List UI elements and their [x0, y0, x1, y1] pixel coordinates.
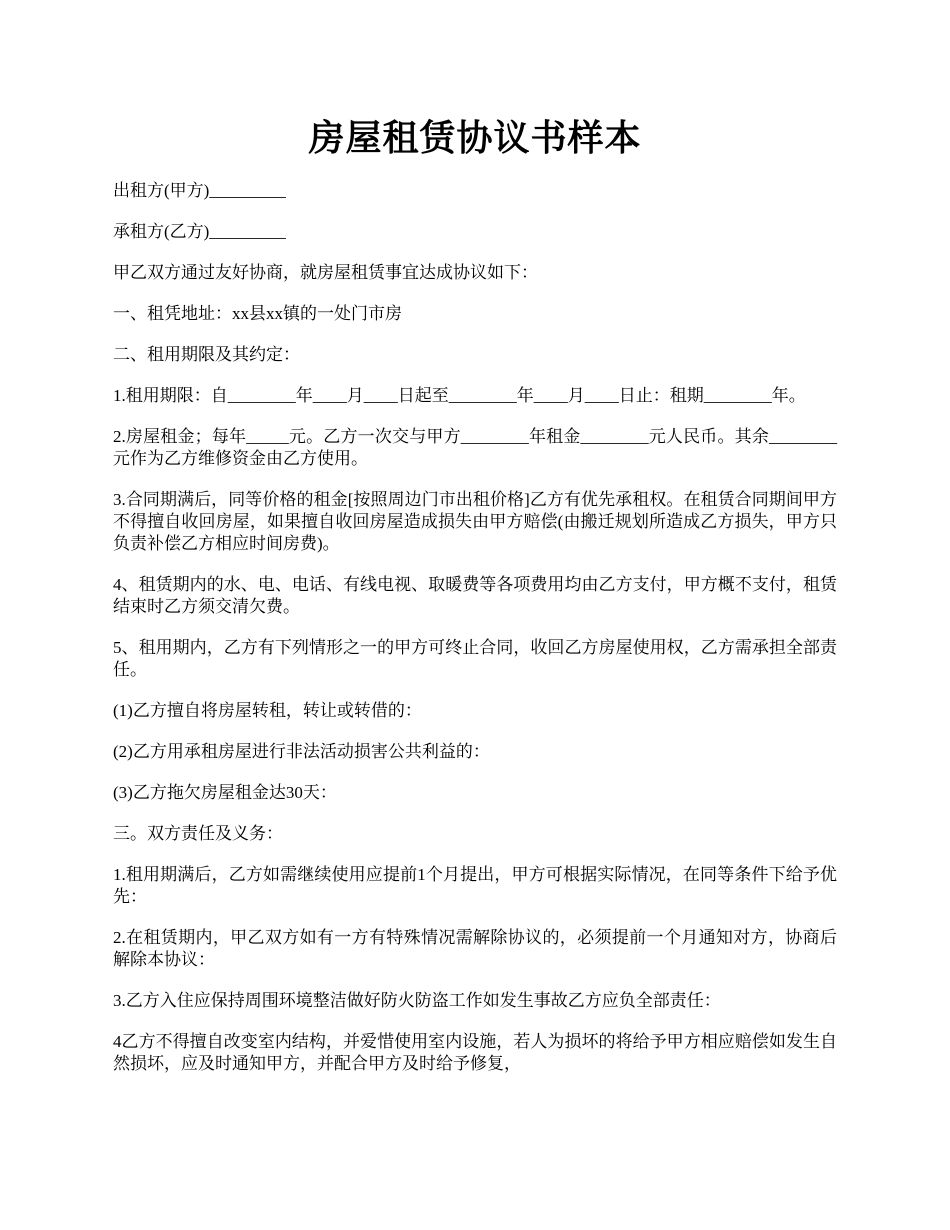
obligation-3: 3.乙方入住应保持周围环境整洁做好防火防盗工作如发生事故乙方应负全部责任：	[113, 991, 721, 1010]
clause-utilities: 4、租赁期内的水、电、电话、有线电视、取暖费等各项费用均由乙方支付，甲方概不支付，租赁结束时乙方须交清欠费。	[113, 575, 837, 616]
clause-term: 1.租用期限：自________年____月____日起至________年____月____日止：租期________年。	[113, 386, 806, 405]
obligation-1: 1.租用期满后，乙方如需继续使用应提前1个月提出，甲方可根据实际情况，在同等条件下给予优先：	[113, 865, 837, 906]
lessee-line: 承租方(乙方)_________	[113, 222, 286, 241]
clause-renewal: 3.合同期满后，同等价格的租金[按照周边门市出租价格]乙方有优先承租权。在租赁合同期间甲方不得擅自收回房屋，如果擅自收回房屋造成损失由甲方赔偿(由搬迁规划所造成乙方损失，甲方只负责补偿乙方相应时间房费)。	[113, 490, 837, 553]
section-term-heading: 二、租用期限及其约定：	[113, 345, 300, 364]
section-address: 一、租凭地址：xx县xx镇的一处门市房	[113, 304, 402, 323]
termination-item-1: (1)乙方擅自将房屋转租，转让或转借的：	[113, 701, 422, 720]
document-title: 房屋租赁协议书样本	[308, 118, 642, 158]
termination-item-2: (2)乙方用承租房屋进行非法活动损害公共利益的：	[113, 742, 490, 761]
obligation-4: 4乙方不得擅自改变室内结构，并爱惜使用室内设施，若人为损坏的将给予甲方相应赔偿如发生自然损坏，应及时通知甲方，并配合甲方及时给予修复，	[113, 1032, 837, 1073]
obligation-2: 2.在租赁期内，甲乙双方如有一方有特殊情况需解除协议的，必须提前一个月通知对方，协商后解除本协议：	[113, 928, 837, 969]
termination-item-3: (3)乙方拖欠房屋租金达30天：	[113, 783, 337, 802]
clause-termination: 5、租用期内，乙方有下列情形之一的甲方可终止合同，收回乙方房屋使用权，乙方需承担全部责任。	[113, 638, 837, 679]
document-page	[113, 108, 837, 1094]
section-obligations-heading: 三。双方责任及义务：	[113, 824, 283, 843]
intro-paragraph: 甲乙双方通过友好协商，就房屋租赁事宜达成协议如下：	[113, 263, 538, 282]
lessor-line: 出租方(甲方)_________	[113, 181, 286, 200]
clause-rent: 2.房屋租金；每年_____元。乙方一次交与甲方________年租金________元人民币。其余________元作为乙方维修资金由乙方使用。	[113, 427, 837, 468]
